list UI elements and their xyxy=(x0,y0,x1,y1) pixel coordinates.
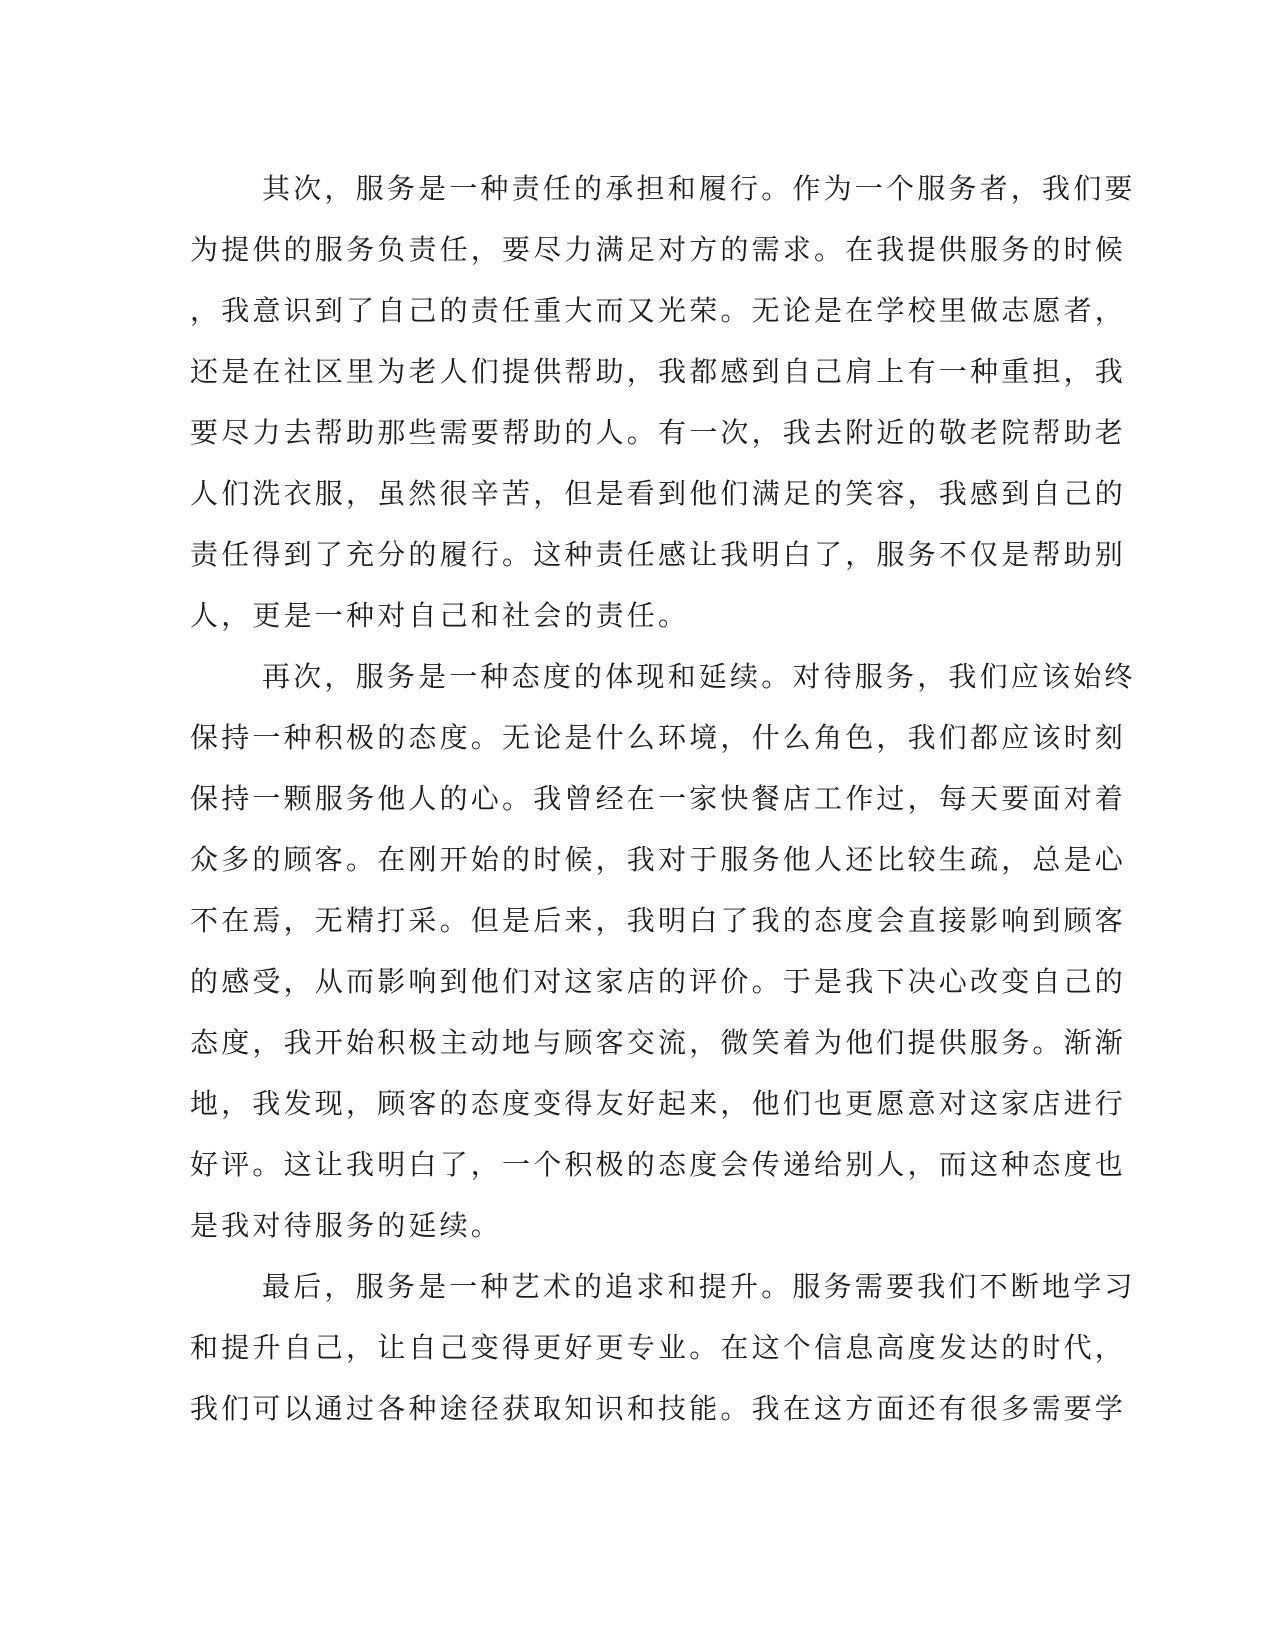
text-line: 人，更是一种对自己和社会的责任。 xyxy=(190,599,690,632)
paragraph-attitude xyxy=(190,646,1136,1256)
text-line: 我们可以通过各种途径获取知识和技能。我在这方面还有很多需要学 xyxy=(190,1392,1127,1425)
text-line: 的感受，从而影响到他们对这家店的评价。于是我下决心改变自己的 xyxy=(190,965,1127,998)
text-line: 要尽力去帮助那些需要帮助的人。有一次，我去附近的敬老院帮助老 xyxy=(190,416,1127,449)
text-line: 态度，我开始积极主动地与顾客交流，微笑着为他们提供服务。渐渐 xyxy=(190,1026,1127,1059)
text-line: 为提供的服务负责任，要尽力满足对方的需求。在我提供服务的时候 xyxy=(190,233,1127,266)
text-line: 人们洗衣服，虽然很辛苦，但是看到他们满足的笑容，我感到自己的 xyxy=(190,477,1127,510)
text-line: 最后，服务是一种艺术的追求和提升。服务需要我们不断地学习 xyxy=(262,1270,1136,1303)
text-line: 保持一种积极的态度。无论是什么环境，什么角色，我们都应该时刻 xyxy=(190,721,1127,754)
text-line: 地，我发现，顾客的态度变得友好起来，他们也更愿意对这家店进行 xyxy=(190,1087,1127,1120)
text-line: 是我对待服务的延续。 xyxy=(190,1209,503,1242)
text-line: 不在焉，无精打采。但是后来，我明白了我的态度会直接影响到顾客 xyxy=(190,904,1127,937)
text-line: 好评。这让我明白了，一个积极的态度会传递给别人，而这种态度也 xyxy=(190,1148,1127,1181)
paragraph-responsibility xyxy=(190,158,1136,646)
text-line: 还是在社区里为老人们提供帮助，我都感到自己肩上有一种重担，我 xyxy=(190,355,1127,388)
text-line: 其次，服务是一种责任的承担和履行。作为一个服务者，我们要 xyxy=(262,172,1136,205)
text-line: 保持一颗服务他人的心。我曾经在一家快餐店工作过，每天要面对着 xyxy=(190,782,1127,815)
text-line: 和提升自己，让自己变得更好更专业。在这个信息高度发达的时代， xyxy=(190,1331,1127,1364)
document-body xyxy=(190,158,1136,1439)
text-line: 众多的顾客。在刚开始的时候，我对于服务他人还比较生疏，总是心 xyxy=(190,843,1127,876)
text-line: 责任得到了充分的履行。这种责任感让我明白了，服务不仅是帮助别 xyxy=(190,538,1127,571)
paragraph-art xyxy=(190,1256,1136,1439)
text-line: 再次，服务是一种态度的体现和延续。对待服务，我们应该始终 xyxy=(262,660,1136,693)
text-line: ，我意识到了自己的责任重大而又光荣。无论是在学校里做志愿者， xyxy=(190,294,1127,327)
